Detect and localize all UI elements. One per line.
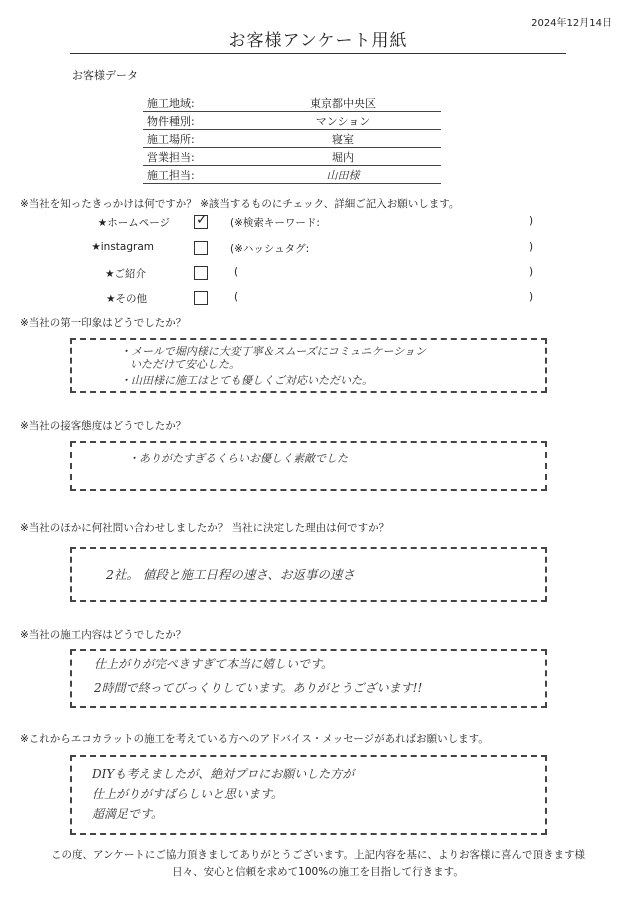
option-detail-instagram: (※ハッシュタグ: xyxy=(230,243,310,255)
info-label: 施工地域: xyxy=(143,94,245,112)
question-other-companies: ※当社のほかに何社問い合わせしましたか？ 当社に決定した理由は何ですか？ xyxy=(20,522,390,534)
answer-line: 仕上がりがすばらしいと思います。 xyxy=(92,787,284,801)
page-title: お客様アンケート用紙 xyxy=(228,31,408,51)
info-value: 寝室 xyxy=(245,130,441,148)
option-label-homepage: ★ホームページ xyxy=(97,217,170,229)
option-detail-homepage: (※検索キーワード: xyxy=(230,217,320,229)
customer-info-table xyxy=(143,94,441,184)
checkbox-referral[interactable] xyxy=(194,266,208,280)
survey-date: 2024年12月14日 xyxy=(531,18,612,29)
info-value: マンション xyxy=(245,112,441,130)
info-row-area xyxy=(143,94,441,112)
answer-line: ・山田様に施工はとても優しくご対応いただいた。 xyxy=(120,374,373,387)
footer-message-line-2: 日々、安心と信頼を求めて100%の施工を目指して行きます。 xyxy=(172,866,464,878)
info-label: 施工場所: xyxy=(143,130,245,148)
info-row-sales xyxy=(143,148,441,166)
info-value: 東京都中央区 xyxy=(245,94,441,112)
info-value: 堀内 xyxy=(245,148,441,166)
answer-line: ・メールで堀内様に大変丁寧＆スムーズにコミュニケーション xyxy=(120,345,427,358)
option-label-referral: ★ご紹介 xyxy=(105,268,146,280)
info-value-handwritten: 山田様 xyxy=(245,166,441,184)
answer-line: 2社。 値段と施工日程の速さ、お返事の速さ xyxy=(106,567,355,582)
check-mark-icon: ✓ xyxy=(196,212,208,228)
info-label: 営業担当: xyxy=(143,148,245,166)
option-label-other: ★その他 xyxy=(106,293,147,305)
option-label-instagram: ★instagram xyxy=(91,241,154,253)
paren-close: ) xyxy=(529,291,534,303)
customer-section-label: お客様データ xyxy=(72,69,138,82)
answer-box-service[interactable] xyxy=(70,441,547,491)
answer-line: 超満足です。 xyxy=(92,807,164,821)
answer-line: DIYも考えましたが、絶対プロにお願いした方が xyxy=(92,767,355,781)
answer-line: 2時間で終ってびっくりしています。ありがとうございます!! xyxy=(94,681,423,695)
answer-line: ・ありがたすぎるくらいお優しく素敵でした xyxy=(128,452,348,465)
paren-close: ) xyxy=(529,215,534,227)
question-advice: ※これからエコカラットの施工を考えている方へのアドバイス・メッセージがあればお願いします。 xyxy=(20,733,489,745)
question-first-impression: ※当社の第一印象はどうでしたか？ xyxy=(20,317,187,329)
info-row-location xyxy=(143,130,441,148)
info-row-installer xyxy=(143,166,441,184)
checkbox-instagram[interactable] xyxy=(194,241,208,255)
option-detail-other: ( xyxy=(234,291,239,303)
paren-close: ) xyxy=(529,241,534,253)
checkbox-other[interactable] xyxy=(194,291,208,305)
question-source: ※当社を知ったきっかけは何ですか？ ※該当するものにチェック、詳細ご記入お願いします。 xyxy=(20,198,460,210)
answer-line: いただけて安心した。 xyxy=(130,358,240,371)
info-label: 物件種別: xyxy=(143,112,245,130)
question-installation: ※当社の施工内容はどうでしたか？ xyxy=(20,629,187,641)
option-detail-referral: ( xyxy=(234,266,239,278)
info-label: 施工担当: xyxy=(143,166,245,184)
title-underline xyxy=(70,53,566,54)
question-service: ※当社の接客態度はどうでしたか？ xyxy=(20,420,187,432)
footer-message-line-1: この度、アンケートにご協力頂きましてありがとうございます。上記内容を基に、よりお客様に喜んで頂きます様 xyxy=(50,849,586,861)
info-row-property xyxy=(143,112,441,130)
answer-line: 仕上がりが完ぺきすぎて本当に嬉しいです。 xyxy=(94,657,334,671)
paren-close: ) xyxy=(529,266,534,278)
